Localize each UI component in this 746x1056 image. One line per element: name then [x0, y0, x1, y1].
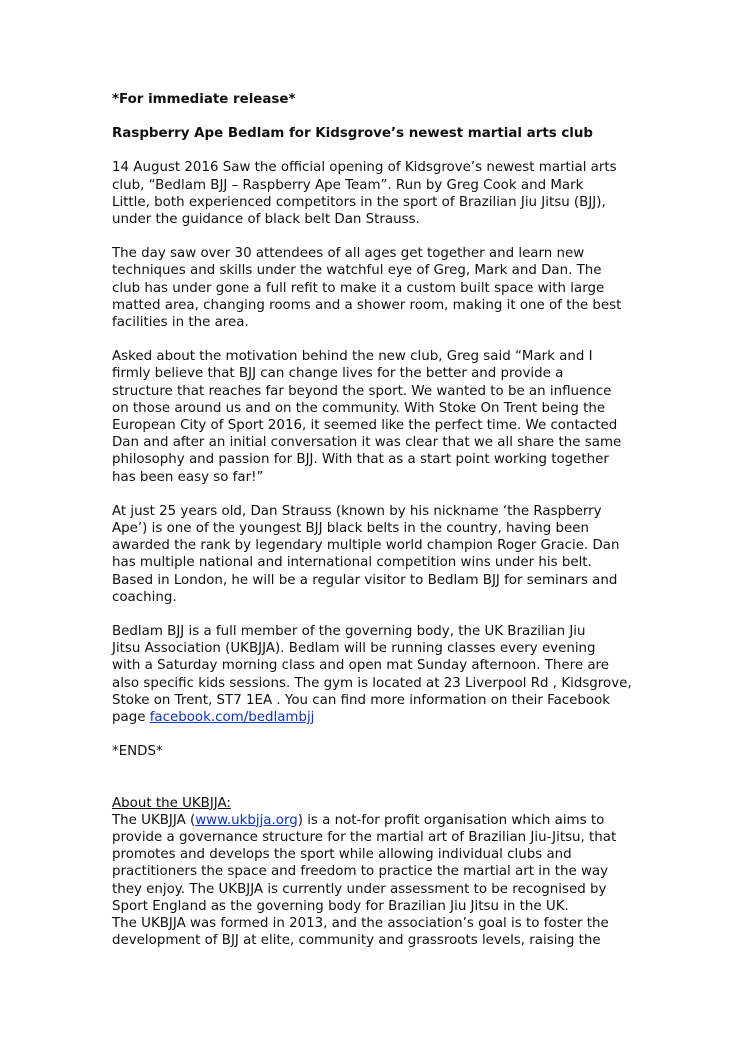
release-label: *For immediate release*	[112, 92, 296, 107]
document-page	[112, 91, 642, 949]
ukbjja-link[interactable]: www.ukbjja.org	[195, 812, 298, 828]
about-intro-after: ) is a not-for profit organisation which aims to provide a governance structure for the martial art of Brazilian Jiu-Jitsu, that promotes and develops the sport while allowing individual clubs and practitioners the space and freedom to practice the martial art in the way they enjoy. The UKBJJA is currently under assessment to be recognised by Sport England as the governing body for Brazilian Jiu Jitsu in the UK.	[112, 812, 617, 914]
headline: Raspberry Ape Bedlam for Kidsgrove’s newest martial arts club	[112, 126, 593, 142]
facebook-link[interactable]: facebook.com/bedlambjj	[149, 710, 315, 726]
paragraph-opening: 14 August 2016 Saw the official opening of Kidsgrove’s newest martial arts club, “Bedlam BJJ – Raspberry Ape Team”. Run by Greg Cook and Mark Little, both experienced competitors in the sport of Brazilian Jiu Jitsu (BJJ), under the guidance of black belt Dan Strauss.	[112, 160, 617, 228]
paragraph-dan-strauss: At just 25 years old, Dan Strauss (known by his nickname ‘the Raspberry Ape’) is one of the youngest BJJ black belts in the country, having been awarded the rank by legendary multiple world champion Roger Gracie. Dan has multiple national and international competition wins under his belt. Based in London, he will be a regular visitor to Bedlam BJJ for seminars and coaching.	[112, 503, 620, 605]
about-intro	[112, 812, 642, 915]
membership-text: Bedlam BJJ is a full member of the governing body, the UK Brazilian Jiu Jitsu Association (UKBJJA). Bedlam will be running classes every evening with a Saturday morning class and open mat Sunday afternoon. There are also specific kids sessions. The gym is located at 23 Liverpool Rd , Kidsgrove, Stoke on Trent, ST7 1EA . You can find more information on their Facebook page	[112, 624, 632, 726]
ends-label: *ENDS*	[112, 744, 163, 760]
about-formed: The UKBJJA was formed in 2013, and the association’s goal is to foster the development of BJJ at elite, community and grassroots levels, raising the	[112, 915, 609, 949]
paragraph-membership	[112, 623, 642, 726]
about-intro-before: The UKBJJA (	[112, 812, 196, 828]
about-heading: About the UKBJJA:	[112, 795, 231, 811]
paragraph-quote: Asked about the motivation behind the new club, Greg said “Mark and I firmly believe that BJJ can change lives for the better and provide a structure that reaches far beyond the sport. We wanted to be an influence on those around us and on the community. With Stoke On Trent being the European City of Sport 2016, it seemed like the perfect time. We contacted Dan and after an initial conversation it was clear that we all share the same philosophy and passion for BJJ. With that as a start point working together has been easy so far!”	[112, 349, 622, 485]
paragraph-attendees: The day saw over 30 attendees of all ages get together and learn new techniques and skills under the watchful eye of Greg, Mark and Dan. The club has under gone a full refit to make it a custom built space with large matted area, changing rooms and a shower room, making it one of the best facilities in the area.	[112, 246, 622, 331]
spacer	[112, 778, 642, 795]
